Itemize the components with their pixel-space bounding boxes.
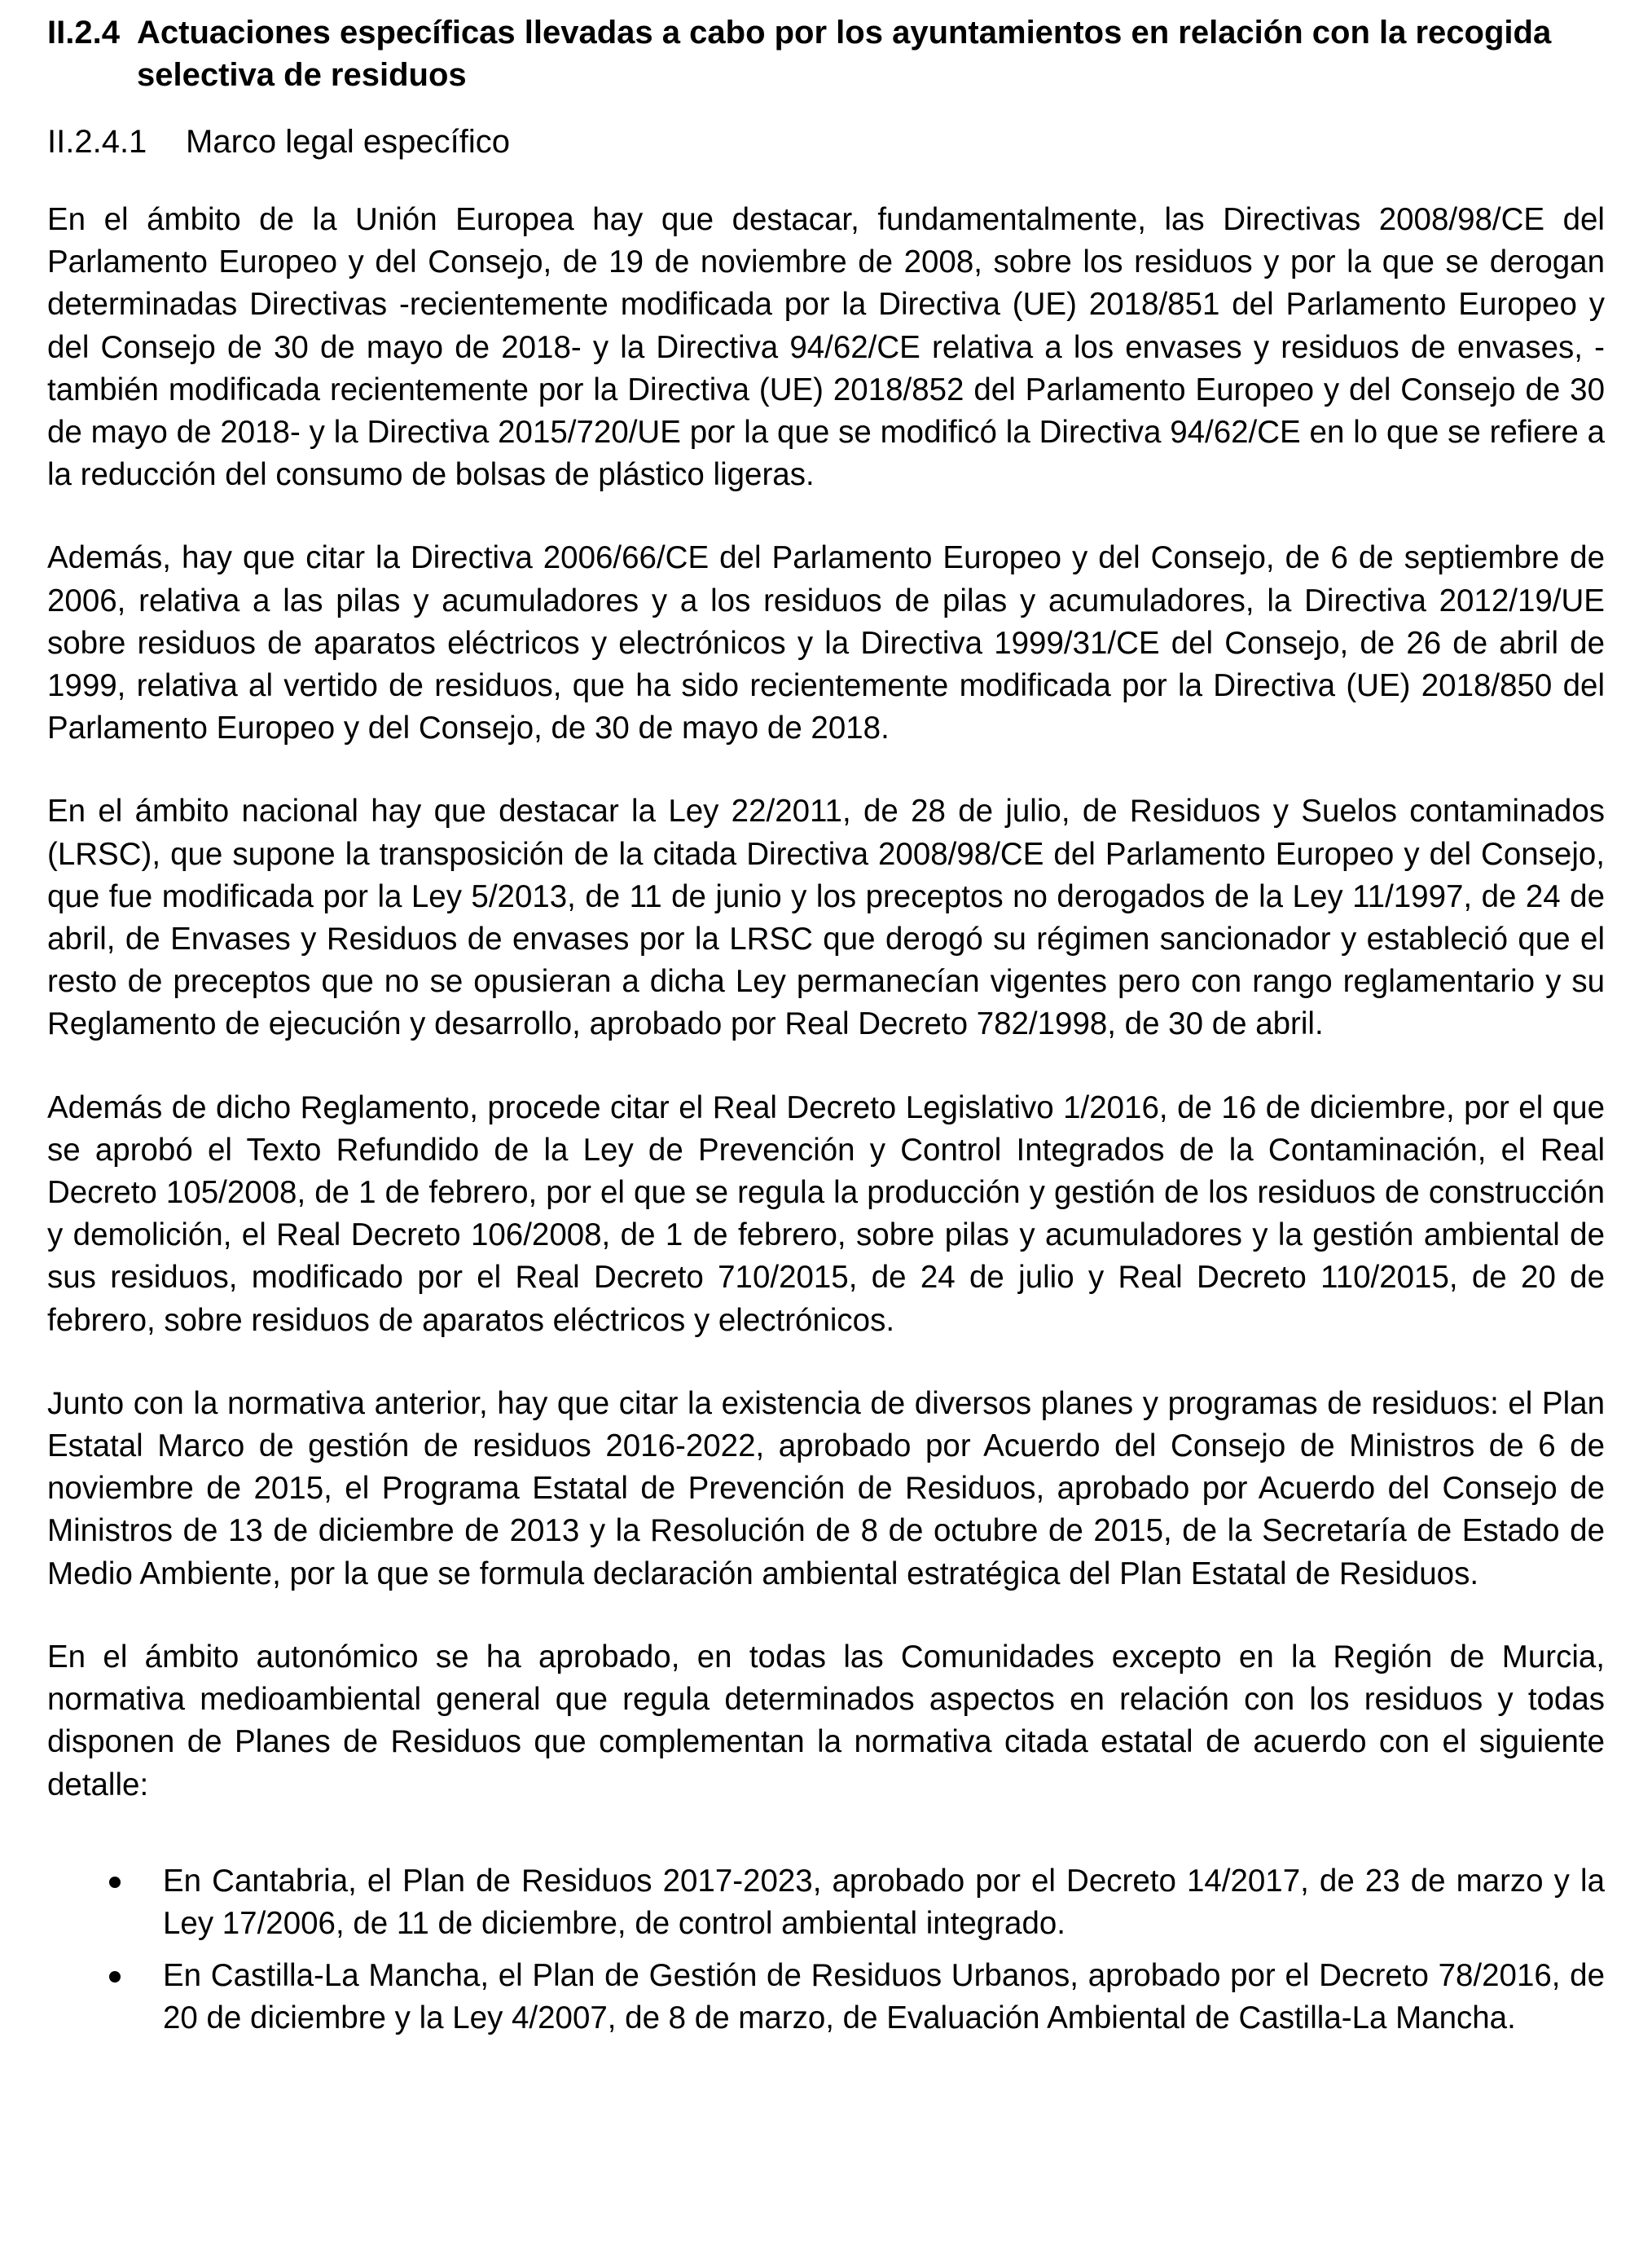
list-item (47, 1860, 1605, 1945)
paragraph-additional-directives: Además, hay que citar la Directiva 2006/66/CE del Parlamento Europeo y del Consejo, de 6 de septiembre de 2006, relativa a las pilas y acumuladores y a los residuos de pilas y acumuladores, la Directiva 2012/19/UE sobre residuos de aparatos eléctricos y electrónicos y la Directiva 1999/31/CE del Consejo, de 26 de abril de 1999, relativa al vertido de residuos, que ha sido recientemente modificada por la Directiva (UE) 2018/850 del Parlamento Europeo y del Consejo, de 30 de mayo de 2018. (47, 540, 1605, 746)
bullet-icon (47, 1860, 163, 1945)
list-item-text: En Cantabria, el Plan de Residuos 2017-2023, aprobado por el Decreto 14/2017, de 23 de marzo y la Ley 17/2006, de 11 de diciembre, de control ambiental integrado. (163, 1863, 1605, 1941)
subsection-heading (47, 121, 1605, 163)
subsection-title: Marco legal específico (186, 124, 510, 160)
paragraph-regional-scope: En el ámbito autonómico se ha aprobado, en todas las Comunidades excepto en la Región de Murcia, normativa medioambiental general que regula determinados aspectos en relación con los residuos y todas disponen de Planes de Residuos que complementan la normativa citada estatal de acuerdo con el siguiente detalle: (47, 1639, 1605, 1802)
paragraph-royal-decrees: Además de dicho Reglamento, procede citar el Real Decreto Legislativo 1/2016, de 16 de diciembre, por el que se aprobó el Texto Refundido de la Ley de Prevención y Control Integrados de la Contaminación, el Real Decreto 105/2008, de 1 de febrero, por el que se regula la producción y gestión de los residuos de construcción y demolición, el Real Decreto 106/2008, de 1 de febrero, sobre pilas y acumuladores y la gestión ambiental de sus residuos, modificado por el Real Decreto 710/2015, de 24 de julio y Real Decreto 110/2015, de 20 de febrero, sobre residuos de aparatos eléctricos y electrónicos. (47, 1089, 1605, 1338)
regional-plans-list (47, 1860, 1605, 2040)
list-item (47, 1955, 1605, 2040)
paragraph-eu-directives: En el ámbito de la Unión Europea hay que destacar, fundamentalmente, las Directivas 2008/98/CE del Parlamento Europeo y del Consejo, de 19 de noviembre de 2008, sobre los residuos y por la que se derogan determinadas Directivas -recientemente modificada por la Directiva (UE) 2018/851 del Parlamento Europeo y del Consejo de 30 de mayo de 2018- y la Directiva 94/62/CE relativa a los envases y residuos de envases, -también modificada recientemente por la Directiva (UE) 2018/852 del Parlamento Europeo y del Consejo de 30 de mayo de 2018- y la Directiva 2015/720/UE por la que se modificó la Directiva 94/62/CE en lo que se refiere a la reducción del consumo de bolsas de plástico ligeras. (47, 202, 1605, 493)
section-title: Actuaciones específicas llevadas a cabo por los ayuntamientos en relación con la recogida selectiva de residuos (137, 15, 1552, 93)
subsection-number: II.2.4.1 (47, 124, 147, 160)
paragraph-national-law: En el ámbito nacional hay que destacar la Ley 22/2011, de 28 de julio, de Residuos y Suelos contaminados (LRSC), que supone la transposición de la citada Directiva 2008/98/CE del Parlamento Europeo y del Consejo, que fue modificada por la Ley 5/2013, de 11 de junio y los preceptos no derogados de la Ley 11/1997, de 24 de abril, de Envases y Residuos de envases por la LRSC que derogó su régimen sancionador y estableció que el resto de preceptos que no se opusieran a dicha Ley permanecían vigentes pero con rango reglamentario y su Reglamento de ejecución y desarrollo, aprobado por Real Decreto 782/1998, de 30 de abril. (47, 794, 1605, 1042)
document-page (47, 11, 1605, 2050)
bullet-icon (47, 1955, 163, 2040)
section-number: II.2.4 (47, 15, 120, 51)
paragraph-state-plans: Junto con la normativa anterior, hay que citar la existencia de diversos planes y programas de residuos: el Plan Estatal Marco de gestión de residuos 2016-2022, aprobado por Acuerdo del Consejo de Ministros de 6 de noviembre de 2015, el Programa Estatal de Prevención de Residuos, aprobado por Acuerdo del Consejo de Ministros de 13 de diciembre de 2013 y la Resolución de 8 de octubre de 2015, de la Secretaría de Estado de Medio Ambiente, por la que se formula declaración ambiental estratégica del Plan Estatal de Residuos. (47, 1385, 1605, 1591)
list-item-text: En Castilla-La Mancha, el Plan de Gestión de Residuos Urbanos, aprobado por el Decreto 78/2016, de 20 de diciembre y la Ley 4/2007, de 8 de marzo, de Evaluación Ambiental de Castilla-La Mancha. (163, 1958, 1605, 2036)
section-heading (47, 11, 1605, 96)
